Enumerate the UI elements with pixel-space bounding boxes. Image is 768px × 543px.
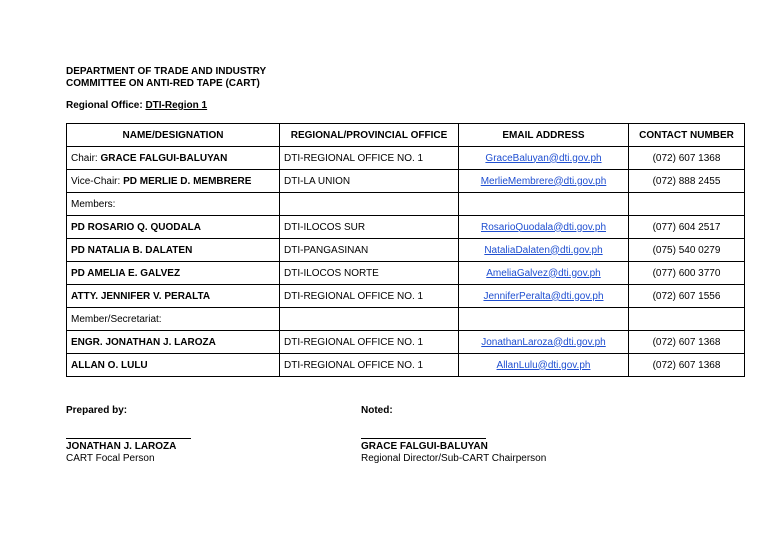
member-name: ALLAN O. LULU	[71, 359, 148, 371]
cell-name-designation	[67, 262, 280, 285]
table-row	[67, 239, 745, 262]
table-row	[67, 262, 745, 285]
cell-office	[280, 308, 459, 331]
cart-members-table	[66, 123, 745, 377]
table-row	[67, 193, 745, 216]
cell-email-link[interactable]: MerlieMembrere@dti.gov.ph	[459, 170, 629, 193]
signature-line	[66, 438, 191, 439]
column-header-contact: CONTACT NUMBER	[629, 124, 745, 147]
committee-title: COMMITTEE ON ANTI-RED TAPE (CART)	[66, 78, 260, 89]
cell-name-designation	[67, 147, 280, 170]
regional-office-line	[66, 100, 207, 111]
table-body	[67, 147, 745, 377]
cell-office: DTI-LA UNION	[280, 170, 459, 193]
noted-by-label: Noted:	[361, 405, 393, 416]
cell-office: DTI-ILOCOS SUR	[280, 216, 459, 239]
cell-office: DTI-REGIONAL OFFICE NO. 1	[280, 354, 459, 377]
member-name: PD MERLIE D. MEMBRERE	[123, 175, 252, 187]
noted-by-block	[361, 405, 546, 464]
signature-line	[361, 438, 486, 439]
cell-email-link[interactable]: NataliaDalaten@dti.gov.ph	[459, 239, 629, 262]
regional-office-label: Regional Office:	[66, 100, 146, 111]
member-name: PD NATALIA B. DALATEN	[71, 244, 193, 256]
cell-office: DTI-ILOCOS NORTE	[280, 262, 459, 285]
table-header-row	[67, 124, 745, 147]
cell-name-designation	[67, 170, 280, 193]
table-row	[67, 308, 745, 331]
table-row	[67, 216, 745, 239]
cell-name-designation	[67, 354, 280, 377]
cell-email-link[interactable]: GraceBaluyan@dti.gov.ph	[459, 147, 629, 170]
prepared-by-title: CART Focal Person	[66, 453, 155, 464]
cell-email-link[interactable]: AllanLulu@dti.gov.ph	[459, 354, 629, 377]
designation-prefix: Chair:	[71, 152, 101, 164]
table-row	[67, 285, 745, 308]
prepared-by-block	[66, 405, 191, 464]
cell-name-designation	[67, 193, 280, 216]
cell-name-designation	[67, 216, 280, 239]
prepared-by-name: JONATHAN J. LAROZA	[66, 441, 177, 452]
table-row	[67, 354, 745, 377]
member-name: ENGR. JONATHAN J. LAROZA	[71, 336, 216, 348]
cell-name-designation	[67, 331, 280, 354]
cell-email-link[interactable]: AmeliaGalvez@dti.gov.ph	[459, 262, 629, 285]
noted-by-name: GRACE FALGUI-BALUYAN	[361, 441, 488, 452]
cell-office: DTI-REGIONAL OFFICE NO. 1	[280, 147, 459, 170]
regional-office-value: DTI-Region 1	[145, 100, 208, 111]
cell-email-link	[459, 308, 629, 331]
cell-contact-number: (072) 888 2455	[629, 170, 745, 193]
member-name: GRACE FALGUI-BALUYAN	[100, 152, 228, 164]
table-row	[67, 147, 745, 170]
cell-contact-number	[629, 308, 745, 331]
cell-contact-number: (072) 607 1368	[629, 354, 745, 377]
cell-email-link[interactable]: JonathanLaroza@dti.gov.ph	[459, 331, 629, 354]
cell-office: DTI-REGIONAL OFFICE NO. 1	[280, 285, 459, 308]
cell-contact-number: (072) 607 1368	[629, 147, 745, 170]
designation-prefix: Member/Secretariat:	[71, 313, 162, 325]
column-header-office: REGIONAL/PROVINCIAL OFFICE	[280, 124, 459, 147]
member-name: PD ROSARIO Q. QUODALA	[71, 221, 202, 233]
cell-office	[280, 193, 459, 216]
noted-by-title: Regional Director/Sub-CART Chairperson	[361, 453, 547, 464]
document-heading	[66, 66, 266, 90]
designation-prefix: Vice-Chair:	[71, 175, 124, 187]
cell-name-designation	[67, 239, 280, 262]
designation-prefix: Members:	[71, 198, 116, 210]
cell-office: DTI-REGIONAL OFFICE NO. 1	[280, 331, 459, 354]
table-row	[67, 170, 745, 193]
cell-contact-number: (077) 604 2517	[629, 216, 745, 239]
table-row	[67, 331, 745, 354]
column-header-email: EMAIL ADDRESS	[459, 124, 629, 147]
prepared-by-label: Prepared by:	[66, 405, 128, 416]
member-name: ATTY. JENNIFER V. PERALTA	[71, 290, 211, 302]
cell-email-link	[459, 193, 629, 216]
member-name: PD AMELIA E. GALVEZ	[71, 267, 181, 279]
cell-name-designation	[67, 308, 280, 331]
cell-email-link[interactable]: JenniferPeralta@dti.gov.ph	[459, 285, 629, 308]
cell-contact-number: (072) 607 1368	[629, 331, 745, 354]
cell-contact-number: (072) 607 1556	[629, 285, 745, 308]
column-header-name: NAME/DESIGNATION	[67, 124, 280, 147]
cell-contact-number: (075) 540 0279	[629, 239, 745, 262]
cell-contact-number: (077) 600 3770	[629, 262, 745, 285]
cell-contact-number	[629, 193, 745, 216]
department-title: DEPARTMENT OF TRADE AND INDUSTRY	[66, 66, 267, 77]
cell-name-designation	[67, 285, 280, 308]
cell-email-link[interactable]: RosarioQuodala@dti.gov.ph	[459, 216, 629, 239]
cell-office: DTI-PANGASINAN	[280, 239, 459, 262]
